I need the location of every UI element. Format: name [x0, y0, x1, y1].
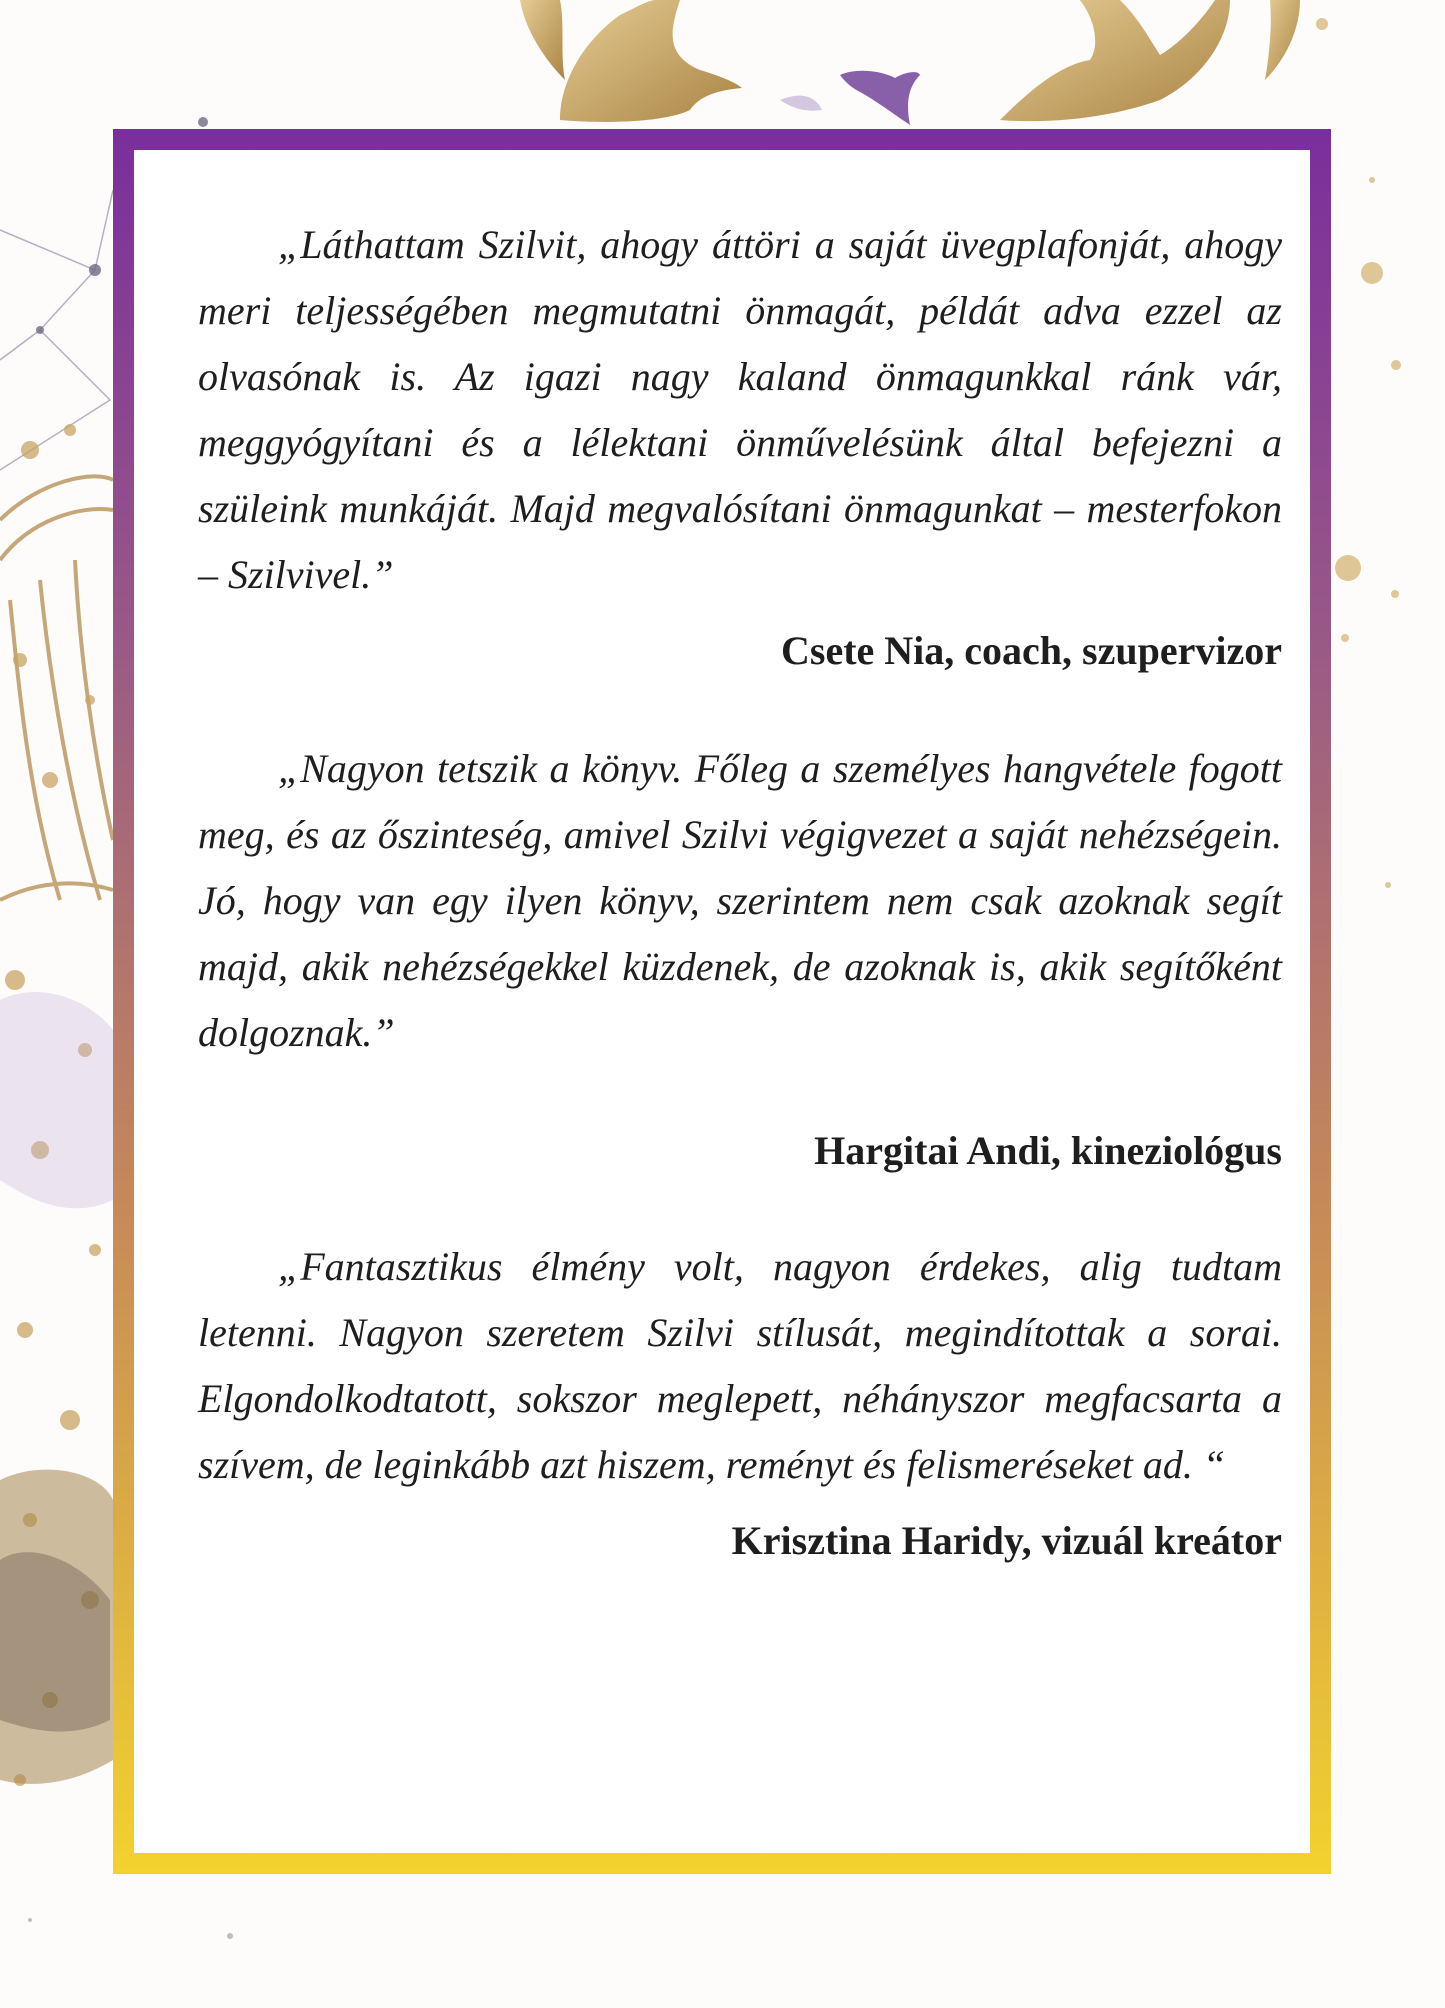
- constellation-lines: [0, 190, 113, 470]
- testimonial-quote: „Fantasztikus élmény volt, nagyon érdekes, alig tudtam letenni. Nagyon szeretem Szilvi stílusát, megindítottak a sorai. Elgondolkodtatott, sokszor meglepett, néhányszor megfacsarta a szívem, de leginkább azt hiszem, reményt és felismeréseket ad. “: [198, 1244, 1282, 1487]
- testimonial-author: Krisztina Haridy, vizuál kreátor: [731, 1518, 1282, 1563]
- page-card: [134, 150, 1310, 1853]
- gradient-frame: [113, 129, 1331, 1874]
- testimonial-author: Csete Nia, coach, szupervizor: [781, 628, 1282, 673]
- testimonial-quote: „Nagyon tetszik a könyv. Főleg a személyes hangvétele fogott meg, és az őszinteség, amivel Szilvi végigvezet a saját nehézségein. Jó, hogy van egy ilyen könyv, szerintem nem csak azoknak segít majd, akik nehézségekkel küzdenek, de azoknak is, akik segítőként dolgoznak.”: [198, 746, 1282, 1055]
- testimonial-quote: „Láthattam Szilvit, ahogy áttöri a saját üvegplafonját, ahogy meri teljességében megmutatni önmagát, példát adva ezzel az olvasónak is. Az igazi nagy kaland önmagunkkal ránk vár, meggyógyítani és a lélektani önművelésünk által befejezni a szüleink munkáját. Majd megvalósítani önmagunkat – mesterfokon – Szilvivel.”: [198, 222, 1282, 597]
- testimonial-author: Hargitai Andi, kineziológus: [814, 1128, 1282, 1173]
- purple-bird-icon: [840, 71, 920, 125]
- testimonials: [198, 212, 1282, 1574]
- golden-bird-icon: [520, 0, 1300, 122]
- golden-birdcage: [0, 476, 113, 900]
